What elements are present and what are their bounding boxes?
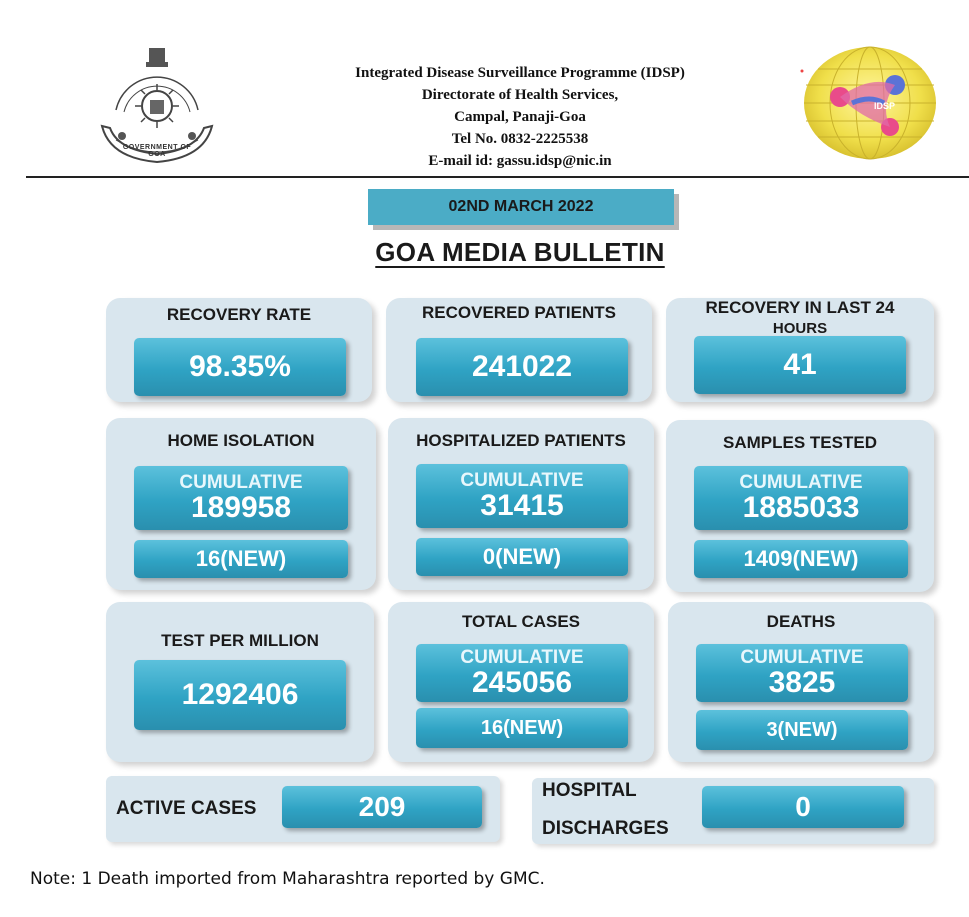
hospital-discharges-label-line1: HOSPITAL	[542, 780, 637, 801]
recovered-patients-value-box	[416, 338, 628, 396]
cumulative-label: CUMULATIVE	[179, 472, 303, 493]
card-hospitalized	[388, 418, 654, 590]
hospitalized-cumulative-box	[416, 464, 628, 528]
card-recovery-rate	[106, 298, 372, 402]
card-test-per-million	[106, 602, 374, 762]
card-home-isolation	[106, 418, 376, 590]
recovered-patients-value: 241022	[471, 350, 573, 383]
total-cases-new: 16(NEW)	[480, 716, 564, 739]
government-emblem-logo	[96, 40, 218, 168]
card-title: RECOVERY RATE	[166, 305, 312, 324]
samples-tested-cumulative-box	[694, 466, 908, 530]
card-title: SAMPLES TESTED	[723, 433, 877, 452]
active-cases-value: 209	[358, 791, 406, 822]
samples-tested-cumulative: 1885033	[742, 491, 860, 524]
header-line-directorate: Directorate of Health Services,	[421, 87, 619, 103]
home-isolation-cumulative-box	[134, 466, 348, 530]
hospitalized-cumulative: 31415	[480, 489, 564, 522]
deaths-new-box	[696, 710, 908, 750]
card-title-line1: RECOVERY IN LAST 24	[705, 298, 895, 317]
header-line-location: Campal, Panaji-Goa	[454, 109, 586, 125]
samples-tested-new-box	[694, 540, 908, 578]
cumulative-label: CUMULATIVE	[460, 647, 584, 668]
bulletin-date: 02ND MARCH 2022	[448, 198, 594, 215]
total-cases-new-box	[416, 708, 628, 748]
test-per-million-value-box	[134, 660, 346, 730]
bulletin-title: GOA MEDIA BULLETIN	[375, 237, 665, 267]
card-title: TEST PER MILLION	[161, 631, 319, 650]
card-title-line2: HOURS	[772, 320, 828, 337]
hospitalized-new: 0(NEW)	[482, 544, 562, 569]
card-title: RECOVERED PATIENTS	[422, 303, 616, 322]
header-line-phone: Tel No. 0832-2225538	[451, 131, 589, 147]
total-cases-cumulative: 245056	[471, 666, 573, 699]
home-isolation-new: 16(NEW)	[195, 546, 287, 571]
card-title: HOME ISOLATION	[167, 431, 315, 450]
emblem-text: GOVERNMENT OF GOA	[122, 144, 192, 158]
deaths-cumulative-box	[696, 644, 908, 702]
header-address	[250, 62, 790, 172]
card-hospital-discharges	[532, 778, 934, 844]
hospital-discharges-label-line2: DISCHARGES	[542, 818, 669, 839]
recovery-rate-value-box	[134, 338, 346, 396]
samples-tested-new: 1409(NEW)	[743, 546, 859, 571]
active-cases-label: ACTIVE CASES	[116, 798, 257, 819]
header-line-email: E-mail id: gassu.idsp@nic.in	[428, 153, 612, 169]
header-line-programme: Integrated Disease Surveillance Programme (IDSP)	[355, 65, 685, 81]
header-divider	[26, 176, 969, 178]
total-cases-cumulative-box	[416, 644, 628, 702]
card-active-cases	[106, 776, 500, 842]
cumulative-label: CUMULATIVE	[460, 470, 584, 491]
cumulative-label: CUMULATIVE	[740, 647, 864, 668]
card-recovery-24h	[666, 298, 934, 402]
hospitalized-new-box	[416, 538, 628, 576]
card-recovered-patients	[386, 298, 652, 402]
card-deaths	[668, 602, 934, 762]
active-cases-value-box	[282, 786, 482, 828]
card-samples-tested	[666, 420, 934, 592]
hospital-discharges-value: 0	[795, 791, 811, 822]
footnote: Note: 1 Death imported from Maharashtra reported by GMC.	[30, 869, 545, 889]
recovery-24h-value: 41	[783, 348, 817, 381]
hospital-discharges-value-box	[702, 786, 904, 828]
card-total-cases	[388, 602, 654, 762]
idsp-logo	[800, 45, 940, 163]
deaths-new: 3(NEW)	[766, 718, 838, 741]
recovery-24h-value-box	[694, 336, 906, 394]
date-banner	[368, 189, 674, 225]
home-isolation-cumulative: 189958	[190, 491, 292, 524]
idsp-logo-text: IDSP	[874, 101, 896, 111]
test-per-million-value: 1292406	[181, 678, 299, 711]
home-isolation-new-box	[134, 540, 348, 578]
card-title: DEATHS	[766, 612, 836, 631]
recovery-rate-value: 98.35%	[189, 350, 291, 383]
cumulative-label: CUMULATIVE	[739, 472, 863, 493]
card-title	[666, 296, 934, 320]
deaths-cumulative: 3825	[768, 666, 836, 699]
card-title: HOSPITALIZED PATIENTS	[416, 431, 626, 450]
card-title: TOTAL CASES	[461, 612, 581, 631]
card-title-line2-wrap	[666, 320, 934, 338]
